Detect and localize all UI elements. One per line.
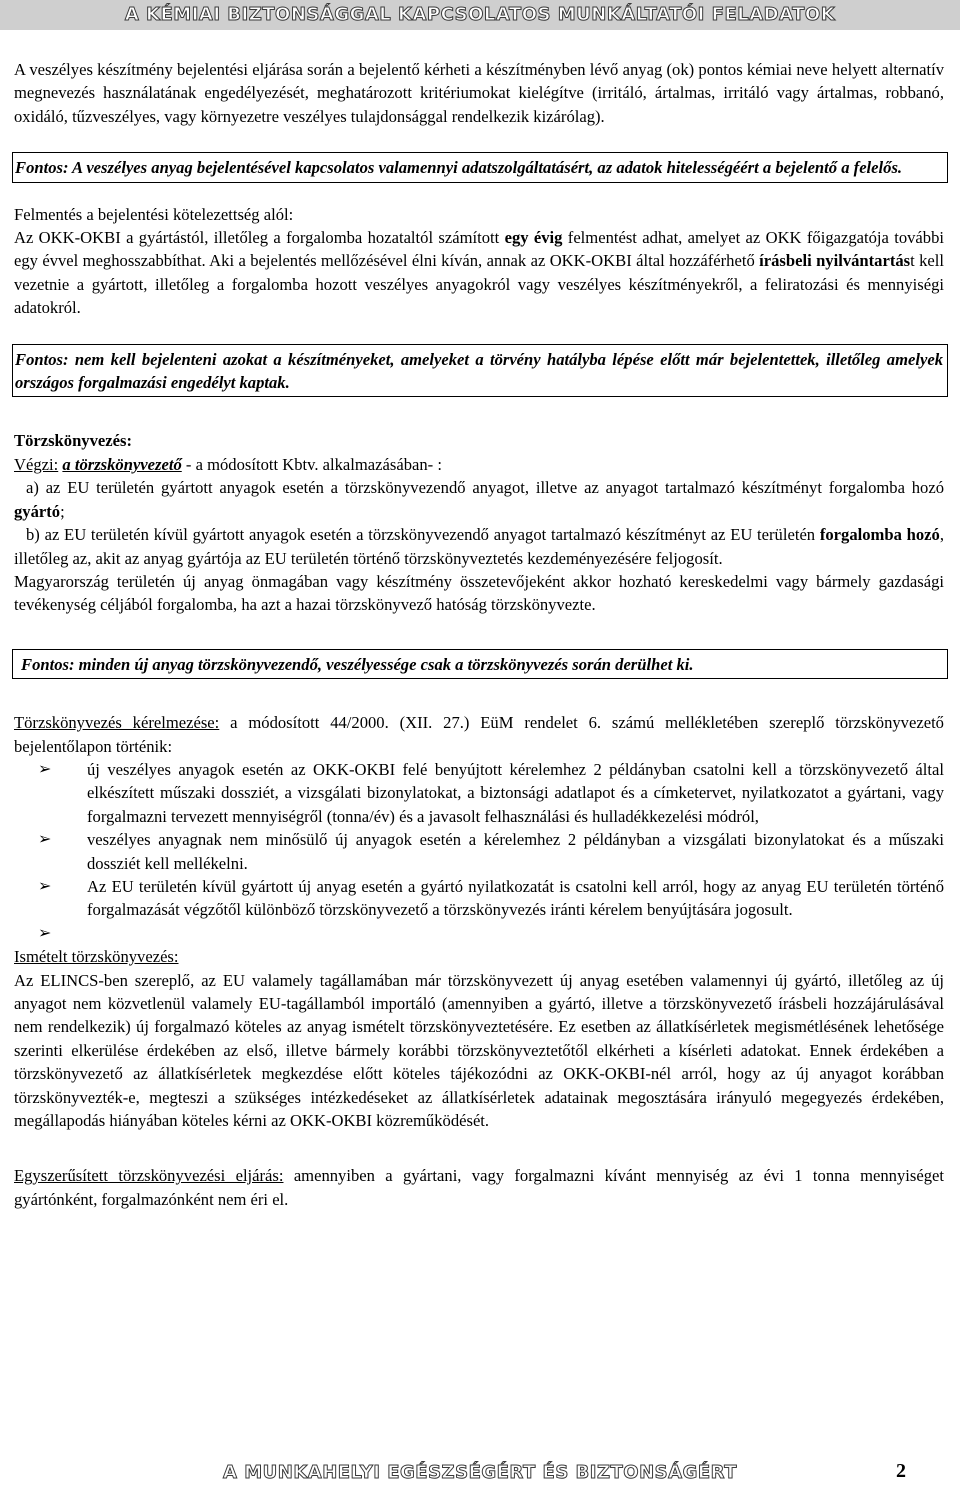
list-item-text: veszélyes anyagnak nem minősülő új anyagok esetén a kérelemhez 2 példányban a vizsgálati bizonylatokat és a műszaki dossziét kell mellékelni. xyxy=(87,830,944,873)
list-item xyxy=(14,875,944,922)
important-box-no-reporting xyxy=(12,344,948,398)
page-number: 2 xyxy=(896,1460,906,1482)
request-label: Törzskönyvezés kérelmezése: xyxy=(14,713,220,733)
exemption-bold-1: egy évig xyxy=(504,228,563,248)
exemption-text-3: t kell vezetnie a gyártott, illetőleg a forgalomba hozott veszélyes anyagokról vagy veszélyes készítményekről, a feliratozási és mennyiségi adatokról. xyxy=(14,251,944,318)
list-item xyxy=(14,922,944,945)
simplified-procedure-paragraph xyxy=(14,1164,944,1211)
list-item xyxy=(14,758,944,828)
performed-by-who: a törzskönyvezető xyxy=(62,454,182,474)
request-text: a módosított 44/2000. (XII. 27.) EüM rendelet 6. számú mellékletében szereplő törzskönyvezető bejelentőlapon történik: xyxy=(14,713,944,756)
registration-performed-by xyxy=(14,453,944,476)
important-label: Fontos: xyxy=(15,158,69,178)
page-header-title: A KÉMIAI BIZTONSÁGGAL KAPCSOLATOS MUNKÁLTATÓI FELADATOK xyxy=(124,4,836,25)
arrow-bullet-icon: ➢ xyxy=(38,877,52,895)
important-label: Fontos: xyxy=(15,349,69,369)
repeated-registration-paragraph: Az ELINCS-ben szereplő, az EU valamely tagállamában már törzskönyvezett új anyag esetében valamennyi új gyártó, illetőleg az új anyagot nem közvetlenül valamely EU-tagállamból importáló (amennyiben a gyártó, illetve a törzskönyvezető írásbeli hozzájárulásával nem rendelkezik) új forgalmazó köteles az anyag ismételt törzskönyveztetésére. Ez esetben az állatkísérletek megismétlésének lehetősége szerinti elkerülése érdekében az első, illetve bármely korábbi törzskönyveztetőtől elkérheti a kísérleti adatokat. Ennek érdekében a törzskönyvezető az állatkísérletek megkezdése előtt köteles tájékozódni az OKK-OKBI-nél arról, hogy az új anyagot korábban törzskönyvezték-e, megteszi a szükséges intézkedéseket az állatkísérletek adatainak megosztására irányuló megegyezés érdekében, megállapodás hiányában köteles kérni az OKK-OKBI közreműködését. xyxy=(14,970,944,1131)
item-b-end: , illetőleg az, akit az anyag gyártója az EU területén történő törzskönyveztetés kezdeményezésére feljogosít. xyxy=(14,525,944,568)
page-footer-title: A MUNKAHELYI EGÉSZSÉGÉRT ÉS BIZTONSÁGÉRT xyxy=(223,1462,737,1483)
important-box-reporter-responsibility xyxy=(12,152,948,182)
registration-heading: Törzskönyvezés: xyxy=(14,431,132,451)
arrow-bullet-icon: ➢ xyxy=(38,831,52,849)
exemption-paragraph xyxy=(14,226,944,320)
simplified-text: amennyiben a gyártani, vagy forgalmazni kívánt mennyiség az évi 1 tonna mennyiséget gyártónként, forgalmazónként nem éri el. xyxy=(14,1166,944,1209)
requirements-list xyxy=(14,758,944,945)
performed-by-rest: - a módosított Kbtv. alkalmazásában- : xyxy=(181,454,442,474)
paragraph-alternative-name: A veszélyes készítmény bejelentési eljárása során a bejelentő kérheti a készítményben lévő anyag (ok) pontos kémiai neve helyett alternatív megnevezés használatának engedélyezését, meghatározott kritériumokat kielégítve (irritáló, ártalmas, irritáló vagy ártalmas, robbanó, oxidáló, tűzveszélyes, vagy környezetre veszélyes tulajdonsággal rendelkezik kizárólag). xyxy=(14,60,944,126)
document-body xyxy=(14,58,944,1211)
registration-item-a xyxy=(14,476,944,523)
item-a-end: ; xyxy=(60,501,65,521)
important-text: A veszélyes anyag bejelentésével kapcsolatos valamennyi adatszolgáltatásért, az adatok hitelességéért a bejelentő a felelős. xyxy=(68,158,903,178)
exemption-heading: Felmentés a bejelentési kötelezettség alól: xyxy=(14,204,294,224)
registration-hungary: Magyarország területén új anyag önmagában vagy készítmény összetevőjeként akkor hozható kereskedelmi vagy bármely gazdasági tevékenység céljából forgalomba, ha azt a hazai törzskönyvező hatóság törzskönyvezte. xyxy=(14,571,944,615)
exemption-text-2: felmentést adhat, amelyet az OKK főigazgatója további egy évvel meghosszabbíthat. Aki a bejelentés mellőzésével élni kíván, annak az OKK-OKBI által hozzáférhető xyxy=(14,228,944,271)
registration-item-b xyxy=(14,523,944,570)
exemption-bold-2: írásbeli nyilvántartás xyxy=(759,251,911,271)
exemption-text-1: Az OKK-OKBI a gyártástól, illetőleg a forgalomba hozataltól számított xyxy=(14,228,505,248)
important-box-new-substance: Fontos: minden új anyag törzskönyvezendő, veszélyessége csak a törzskönyvezés során derülhet ki. xyxy=(12,649,948,679)
item-a-text: a) az EU területén gyártott anyagok esetén a törzskönyvezendő anyagot, illetve az anyagot tartalmazó készítményt forgalomba hozó xyxy=(26,478,944,498)
item-a-bold: gyártó xyxy=(14,501,61,521)
list-item-text: új veszélyes anyagok esetén az OKK-OKBI felé benyújtott kérelemhez 2 példányban csatolni kell a törzskönyvezető által elkészített műszaki dossziét, a vizsgálati bizonylatokat, a biztonsági adatlapot és a címketervet, nyilatkozatot a gyártani, vagy forgalmazni tervezett mennyiségről (tonna/év) és a javasolt felhasználási és hulladékkezelési módról, xyxy=(87,759,944,826)
list-item-text: Az EU területén kívül gyártott új anyag esetén a gyártó nyilatkozatát is csatolni kell arról, hogy az anyag EU területén történő forgalmazását végzőtől különböző törzskönyvezető a törzskönyvezés iránti kérelem benyújtására jogosult. xyxy=(87,876,944,920)
arrow-bullet-icon: ➢ xyxy=(38,924,52,942)
simplified-label: Egyszerűsített törzskönyvezési eljárás: xyxy=(14,1166,284,1186)
item-b-bold: forgalomba hozó xyxy=(819,525,940,545)
list-item xyxy=(14,828,944,875)
item-b-text: b) az EU területén kívül gyártott anyagok esetén a törzskönyvezendő anyagot tartalmazó készítményt az EU területén xyxy=(26,525,820,545)
important-text: nem kell bejelenteni azokat a készítményeket, amelyeket a törvény hatályba lépése előtt már bejelentettek, illetőleg amelyek országos forgalmazási engedélyt kaptak. xyxy=(15,349,943,393)
repeated-registration-heading: Ismételt törzskönyvezés: xyxy=(14,947,179,967)
arrow-bullet-icon: ➢ xyxy=(38,760,52,778)
performed-by-label: Végzi: xyxy=(14,454,59,474)
request-paragraph xyxy=(14,711,944,758)
